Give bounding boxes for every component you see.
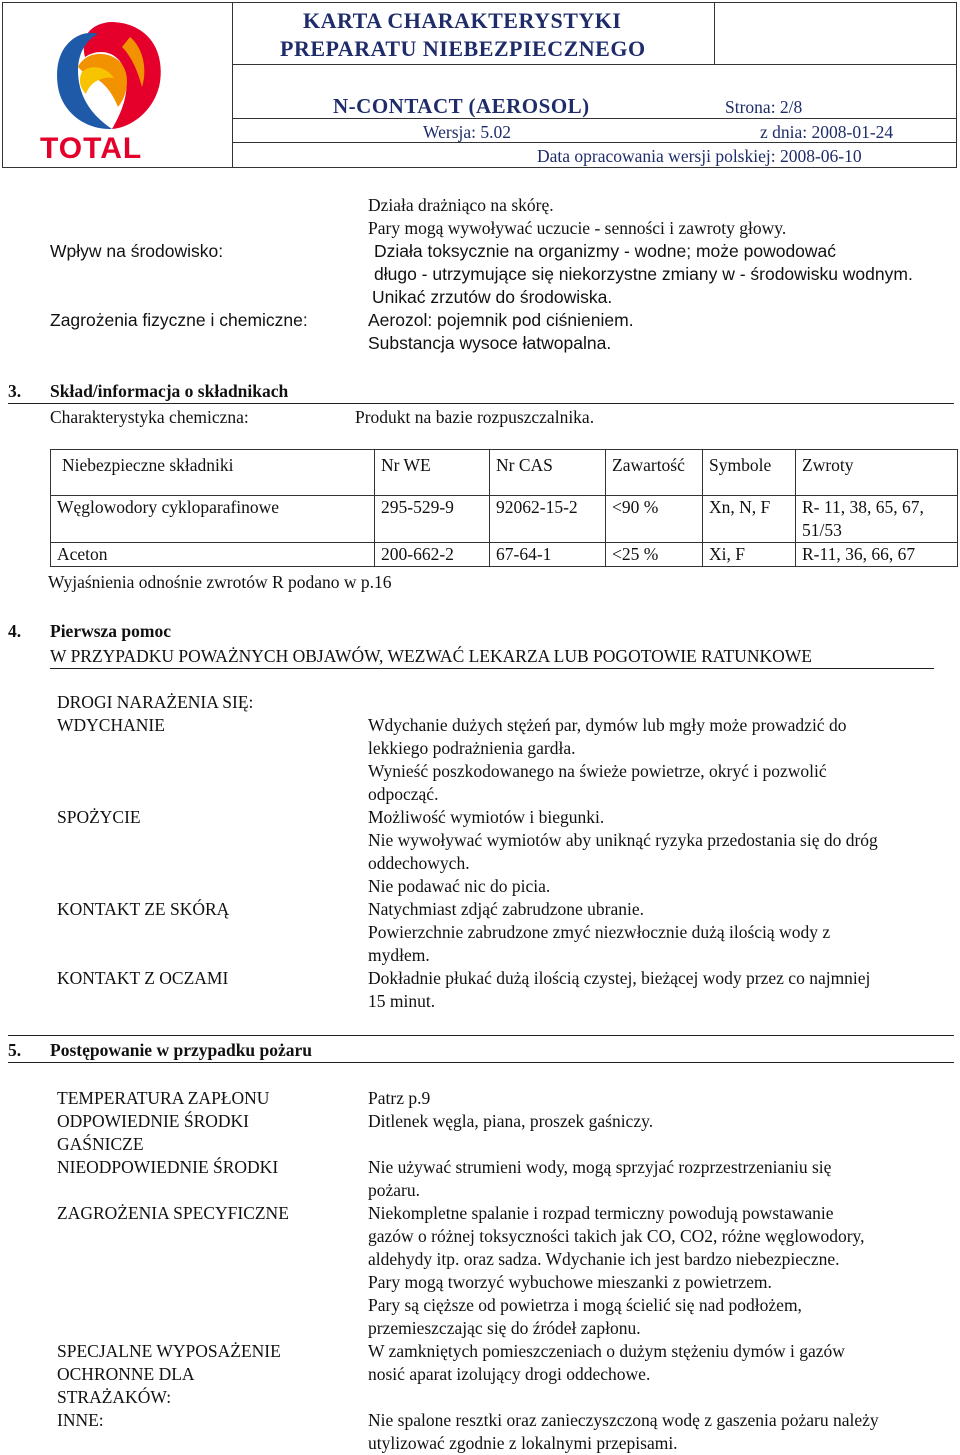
table-header-cell: Zawartość <box>606 450 703 496</box>
table-header-cell: Nr CAS <box>490 450 606 496</box>
chem-char-label: Charakterystyka chemiczna: <box>50 407 249 427</box>
phys-line: Substancja wysoce łatwopalna. <box>368 333 612 353</box>
table-cell: Xi, F <box>703 543 796 567</box>
suitable-media-label: ODPOWIEDNIE ŚRODKI <box>57 1111 249 1131</box>
table-cell: <90 % <box>606 496 703 543</box>
version-date: z dnia: 2008-01-24 <box>760 122 894 142</box>
suitable-media-value: Ditlenek węgla, piana, proszek gaśniczy. <box>368 1111 654 1131</box>
section4-title: Pierwsza pomoc <box>50 621 172 641</box>
other-label: INNE: <box>57 1410 104 1430</box>
section5-number: 5. <box>8 1040 22 1060</box>
section-rule <box>50 668 934 669</box>
inhalation-text: Wynieść poszkodowanego na świeże powietrze, okryć i pozwolić <box>368 761 827 781</box>
chem-char-value: Produkt na bazie rozpuszczalnika. <box>355 407 595 427</box>
skin-contact-text: mydłem. <box>368 945 430 965</box>
protective-equipment-label: STRAŻAKÓW: <box>57 1387 172 1407</box>
inhalation-text: Wdychanie dużych stężeń par, dymów lub mgły może prowadzić do <box>368 715 847 735</box>
document-title-line1: KARTA CHARAKTERYSTYKI <box>303 8 622 33</box>
env-line: Działa toksycznie na organizmy - wodne; może powodować <box>374 241 837 261</box>
flash-point-label: TEMPERATURA ZAPŁONU <box>57 1088 270 1108</box>
section4-number: 4. <box>8 621 22 641</box>
table-cell: 92062-15-2 <box>490 496 606 543</box>
total-logo <box>30 12 190 162</box>
specific-hazards-label: ZAGROŻENIA SPECYFICZNE <box>57 1203 289 1223</box>
document-title-line2: PREPARATU NIEBEZPIECZNEGO <box>280 36 646 61</box>
eye-contact-text: Dokładnie płukać dużą ilością czystej, bieżącej wody przez co najmniej <box>368 968 871 988</box>
table-cell <box>796 496 958 543</box>
inhalation-text: lekkiego podrażnienia gardła. <box>368 738 576 758</box>
components-table <box>50 449 958 567</box>
table-cell: 67-64-1 <box>490 543 606 567</box>
ingestion-text: Możliwość wymiotów i biegunki. <box>368 807 605 827</box>
env-line: długo - utrzymujące się niekorzystne zmiany w - środowisku wodnym. <box>374 264 913 284</box>
specific-hazards-text: Pary są cięższe od powietrza i mogą ścielić się nad podłożem, <box>368 1295 802 1315</box>
table-header-cell: Niebezpieczne składniki <box>51 450 375 496</box>
section5-title: Postępowanie w przypadku pożaru <box>50 1040 313 1060</box>
table-header-cell: Zwroty <box>796 450 958 496</box>
ingestion-text: oddechowych. <box>368 853 470 873</box>
table-cell: 295-529-9 <box>375 496 490 543</box>
protective-equipment-label: OCHRONNE DLA <box>57 1364 195 1384</box>
eye-contact-label: KONTAKT Z OCZAMI <box>57 968 229 988</box>
section3-title: Skład/informacja o składnikach <box>50 381 289 401</box>
table-header-cell: Nr WE <box>375 450 490 496</box>
page-number: Strona: 2/8 <box>725 97 803 117</box>
section-rule <box>8 403 954 404</box>
specific-hazards-text: Pary mogą tworzyć wybuchowe mieszanki z powietrzem. <box>368 1272 772 1292</box>
polish-version-date: Data opracowania wersji polskiej: 2008-06-10 <box>537 146 862 166</box>
table-header-cell: Symbole <box>703 450 796 496</box>
ingestion-text: Nie podawać nic do picia. <box>368 876 551 896</box>
section3-number: 3. <box>8 381 22 401</box>
specific-hazards-text: gazów o różnej toksyczności takich jak CO, CO2, różne węglowodory, <box>368 1226 865 1246</box>
section-rule <box>8 1035 954 1036</box>
hazard-line: Działa drażniąco na skórę. <box>368 195 554 215</box>
eye-contact-text: 15 minut. <box>368 991 436 1011</box>
specific-hazards-text: Niekompletne spalanie i rozpad termiczny powodują powstawanie <box>368 1203 834 1223</box>
protective-equipment-text: nosić aparat izolujący drogi oddechowe. <box>368 1364 651 1384</box>
r-phrases-note: Wyjaśnienia odnośnie zwrotów R podano w p.16 <box>48 572 392 592</box>
env-label: Wpływ na środowisko: <box>50 241 224 261</box>
inhalation-text: odpocząć. <box>368 784 439 804</box>
unsuitable-media-text: Nie używać strumieni wody, mogą sprzyjać rozprzestrzenianiu się <box>368 1157 832 1177</box>
skin-contact-text: Natychmiast zdjąć zabrudzone ubranie. <box>368 899 644 919</box>
flash-point-value: Patrz p.9 <box>368 1088 431 1108</box>
skin-contact-text: Powierzchnie zabrudzone zmyć niezwłocznie dużą ilością wody z <box>368 922 831 942</box>
header-divider <box>233 64 956 65</box>
exposure-routes-label: DROGI NARAŻENIA SIĘ: <box>57 692 254 712</box>
protective-equipment-text: W zamkniętych pomieszczeniach o dużym stężeniu dymów i gazów <box>368 1341 845 1361</box>
inhalation-label: WDYCHANIE <box>57 715 165 735</box>
svg-text:TOTAL: TOTAL <box>40 132 143 162</box>
table-cell: 200-662-2 <box>375 543 490 567</box>
skin-contact-label: KONTAKT ZE SKÓRĄ <box>57 899 230 919</box>
table-cell: <25 % <box>606 543 703 567</box>
table-cell: Aceton <box>51 543 375 567</box>
other-text: Nie spalone resztki oraz zanieczyszczoną wodę z gaszenia pożaru należy <box>368 1410 879 1430</box>
total-logo-icon <box>30 12 190 162</box>
table-header-row <box>51 450 958 496</box>
section-rule <box>8 1062 954 1063</box>
table-cell: R-11, 36, 66, 67 <box>796 543 958 567</box>
first-aid-warning: W PRZYPADKU POWAŻNYCH OBJAWÓW, WEZWAĆ LEKARZA LUB POGOTOWIE RATUNKOWE <box>50 646 812 666</box>
unsuitable-media-label: NIEODPOWIEDNIE ŚRODKI <box>57 1157 279 1177</box>
suitable-media-label: GAŚNICZE <box>57 1134 144 1154</box>
specific-hazards-text: przemieszczając się do źródeł zapłonu. <box>368 1318 641 1338</box>
header-divider <box>714 2 715 64</box>
phrases-line: 51/53 <box>802 520 842 540</box>
ingestion-text: Nie wywoływać wymiotów aby uniknąć ryzyka przedostania się do dróg <box>368 830 878 850</box>
version: Wersja: 5.02 <box>423 122 512 142</box>
protective-equipment-label: SPECJALNE WYPOSAŻENIE <box>57 1341 281 1361</box>
hazard-line: Pary mogą wywoływać uczucie - senności i zawroty głowy. <box>368 218 787 238</box>
phrases-line: R- 11, 38, 65, 67, <box>802 497 924 517</box>
table-row <box>51 496 958 543</box>
unsuitable-media-text: pożaru. <box>368 1180 420 1200</box>
table-cell: Xn, N, F <box>703 496 796 543</box>
product-name: N-CONTACT (AEROSOL) <box>333 94 590 118</box>
table-cell: Węglowodory cykloparafinowe <box>51 496 375 543</box>
env-line: Unikać zrzutów do środowiska. <box>372 287 613 307</box>
ingestion-label: SPOŻYCIE <box>57 807 141 827</box>
specific-hazards-text: aldehydy itp. oraz sadza. Wdychanie ich jest bardzo niebezpieczne. <box>368 1249 840 1269</box>
phys-line: Aerozol: pojemnik pod ciśnieniem. <box>368 310 634 330</box>
table-row <box>51 543 958 567</box>
other-text: utylizować zgodnie z lokalnymi przepisami. <box>368 1433 678 1453</box>
phys-label: Zagrożenia fizyczne i chemiczne: <box>50 310 308 330</box>
